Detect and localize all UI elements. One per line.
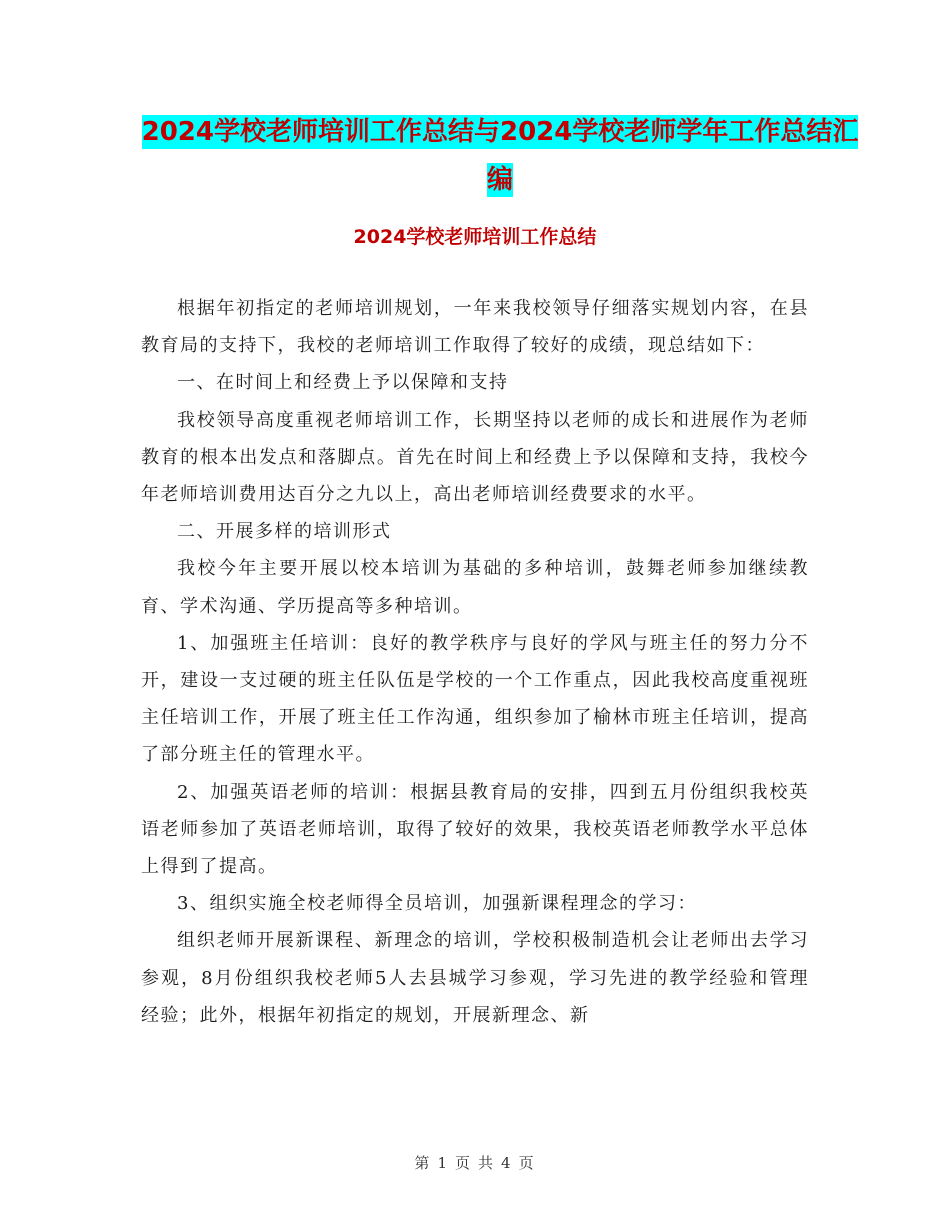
footer-total-prefix: 共 (478, 1154, 496, 1172)
footer-total-pages: 4 (501, 1154, 513, 1172)
document-title-text: 2024学校老师培训工作总结与2024学校老师学年工作总结汇编 (141, 117, 859, 195)
paragraph: 根据年初指定的老师培训规划，一年来我校领导仔细落实规划内容，在县教育局的支持下，我校的老师培训工作取得了较好的成绩，现总结如下： (141, 298, 809, 357)
document-body (141, 290, 809, 1034)
paragraph: 1、加强班主任培训：良好的教学秩序与良好的学风与班主任的努力分不开，建设一支过硬的班主任队伍是学校的一个工作重点，因此我校高度重视班主任培训工作，开展了班主任工作沟通，组织参加了榆林市班主任培训，提高了部分班主任的管理水平。 (141, 632, 809, 766)
page-footer (0, 1152, 950, 1173)
paragraph-heading: 一、在时间上和经费上予以保障和支持 (177, 372, 509, 394)
document-title (140, 108, 860, 204)
footer-current-page: 1 (437, 1154, 449, 1172)
paragraph-heading: 二、开展多样的培训形式 (177, 521, 392, 543)
paragraph: 组织老师开展新课程、新理念的培训，学校积极制造机会让老师出去学习参观，8月份组织我校老师5人去县城学习参观，学习先进的教学经验和管理经验；此外，根据年初指定的规划，开展新理念、新 (141, 930, 809, 1026)
paragraph: 我校今年主要开展以校本培训为基础的多种培训，鼓舞老师参加继续教育、学术沟通、学历提高等多种培训。 (141, 558, 809, 617)
paragraph: 2、加强英语老师的培训：根据县教育局的安排，四到五月份组织我校英语老师参加了英语老师培训，取得了较好的效果，我校英语老师教学水平总体上得到了提高。 (141, 781, 809, 878)
footer-prefix: 第 (414, 1154, 432, 1172)
section-title: 2024学校老师培训工作总结 (353, 226, 597, 248)
paragraph-heading: 3、组织实施全校老师得全员培训，加强新课程理念的学习： (177, 893, 697, 915)
footer-page-label: 页 (454, 1154, 472, 1172)
paragraph: 我校领导高度重视老师培训工作，长期坚持以老师的成长和进展作为老师教育的根本出发点和落脚点。首先在时间上和经费上予以保障和支持，我校今年老师培训费用达百分之九以上，高出老师培训经费要求的水平。 (141, 409, 809, 506)
footer-total-label: 页 (518, 1154, 536, 1172)
